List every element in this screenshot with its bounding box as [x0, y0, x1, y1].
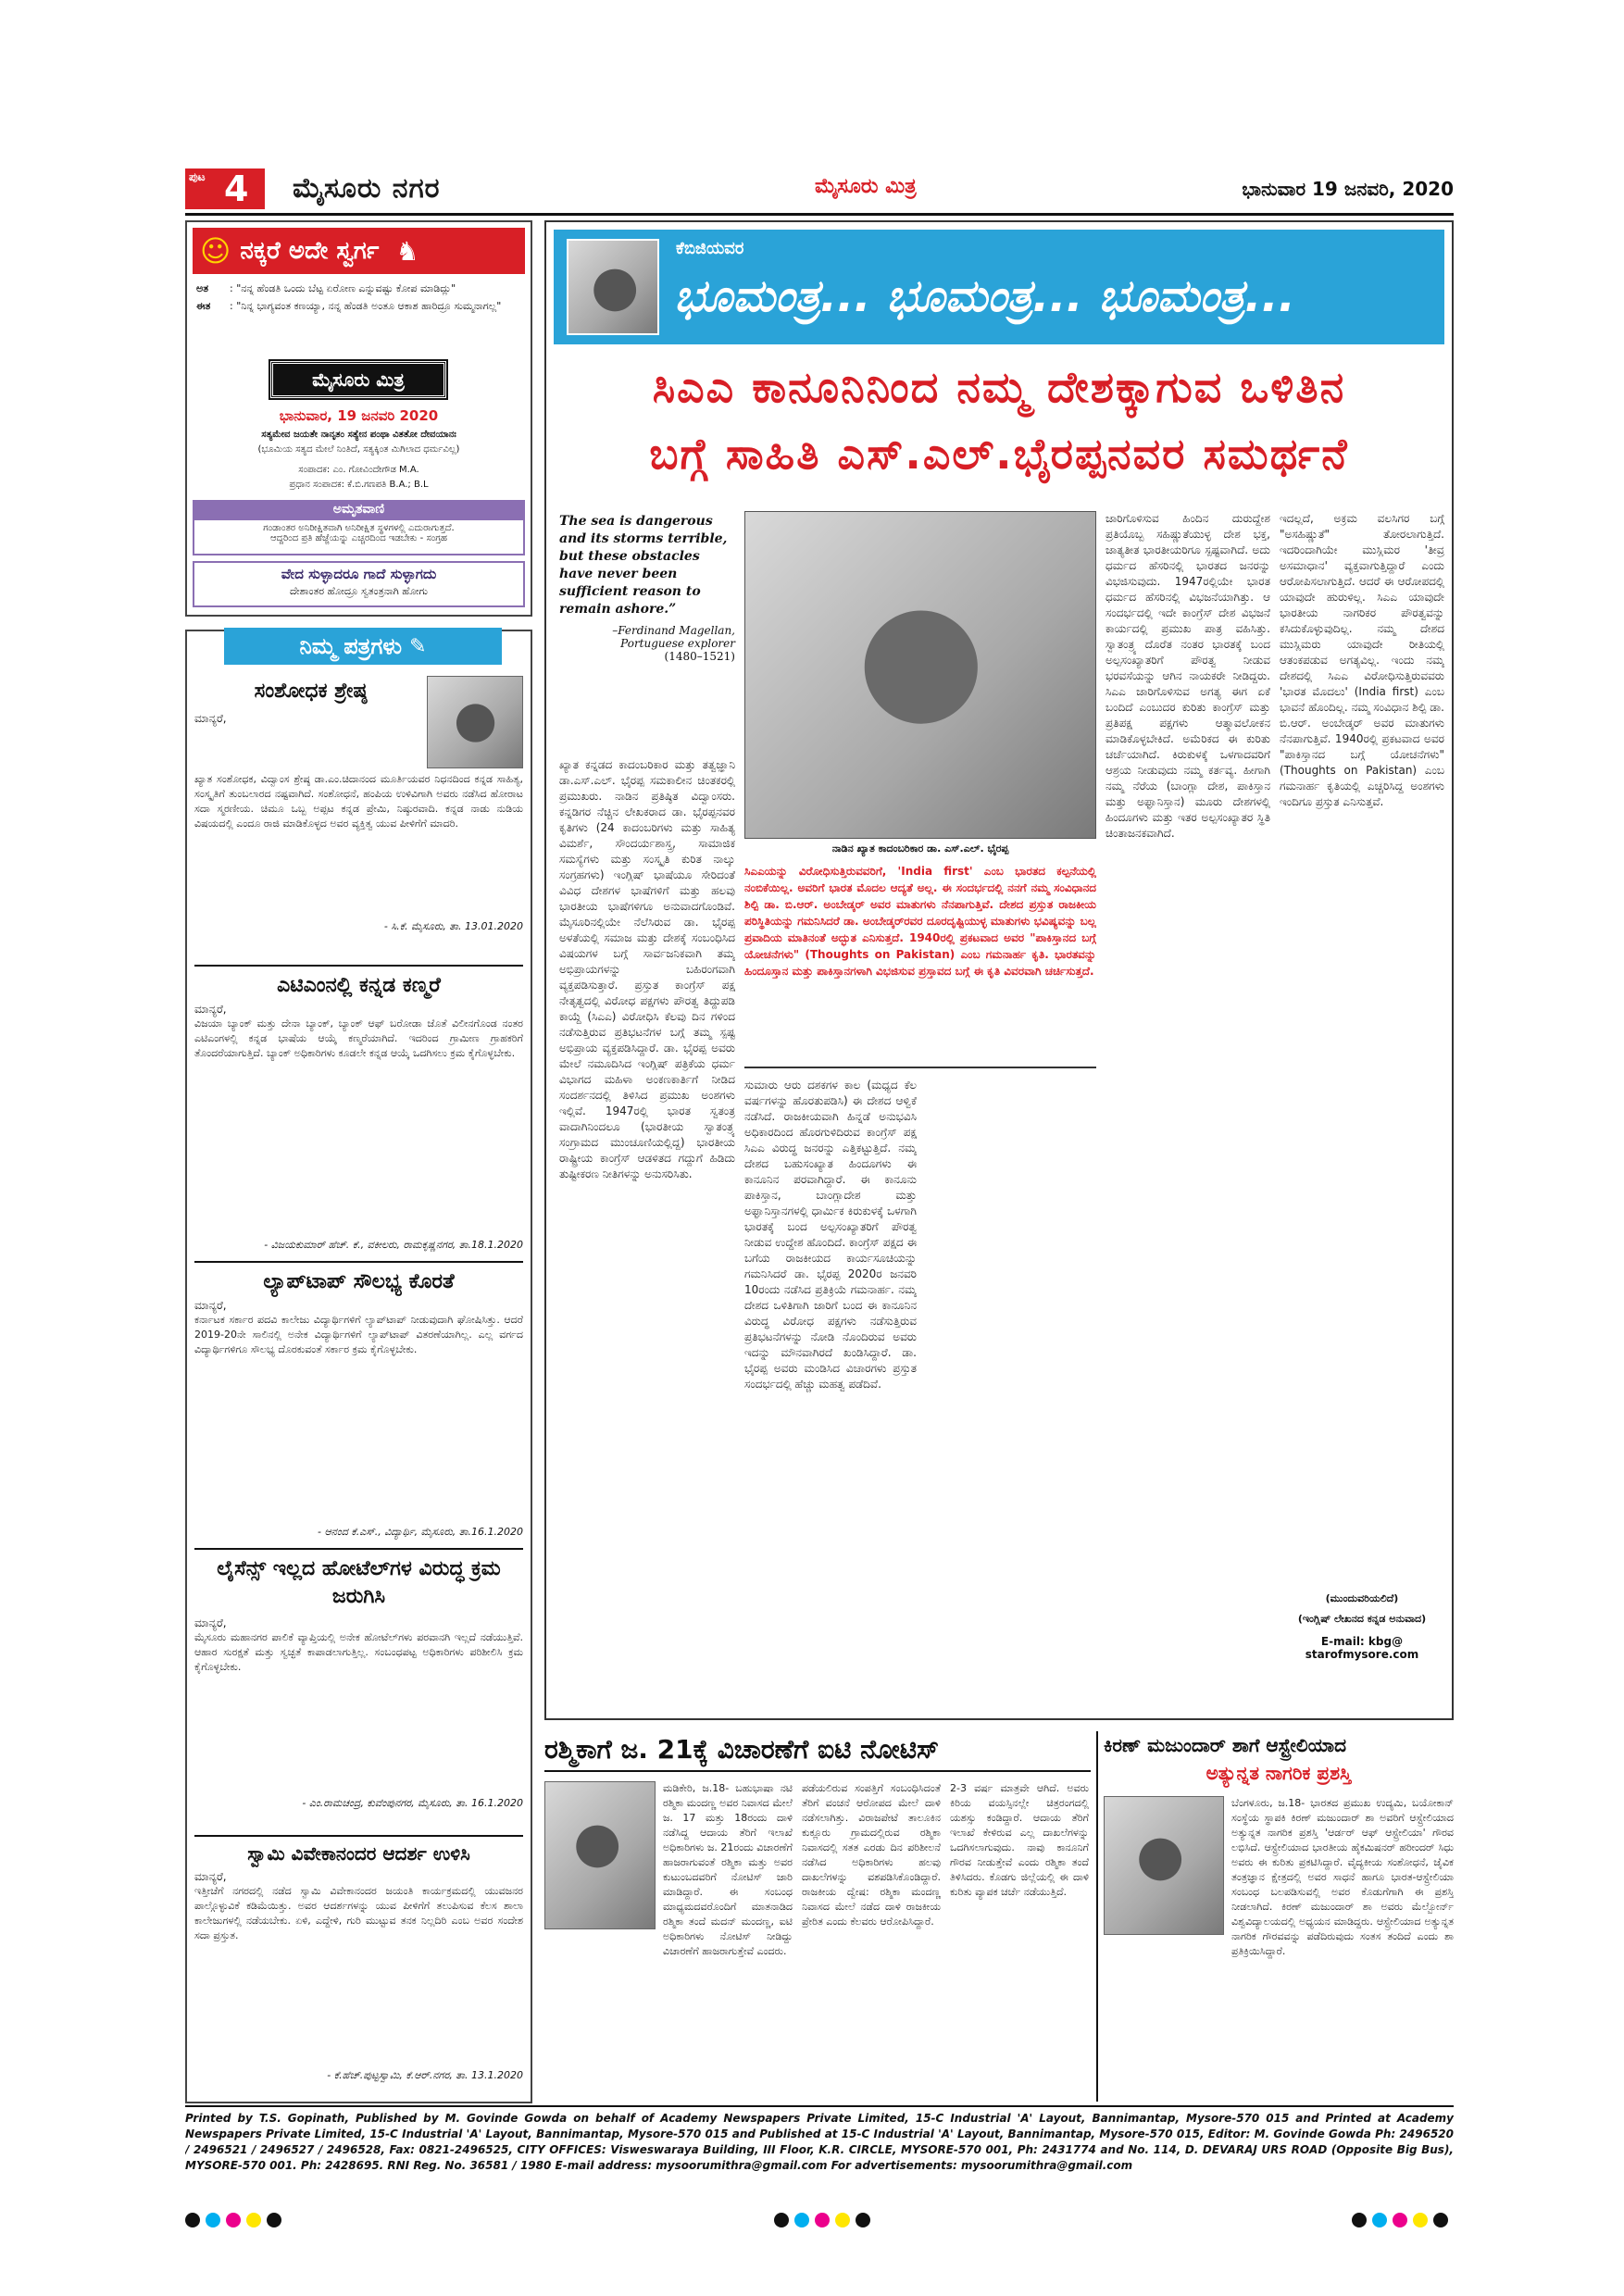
letter-3-title: ಲ್ಯಾಪ್‌ಟಾಪ್ ಸೌಲಭ್ಯ ಕೊರತೆ — [263, 1270, 455, 1293]
letter-1 — [194, 676, 523, 939]
mast-motto-2: (ಭೂಮಿಯ ಸತ್ಯದ ಮೇಲೆ ನಿಂತಿದೆ, ಸತ್ಯಕ್ಕಿಂತ ಮಿಗಿಲಾದ ಧರ್ಮವಿಲ್ಲ) — [257, 444, 460, 455]
imprint: Printed by T.S. Gopinath, Published by M. Govinde Gowda on behalf of Academy Newspapers Private Limited, 15-C Industrial 'A' Layout, Bannimantap, Mysore-570 015 and Printed at Academy Newspapers Private Limited, 15-C Industrial 'A' Layout, Bannimantap, Mysore-570 015 and Published at 15-C Industrial 'A' Layout, Bannimantap, Mysore-570 015, Editor: M. Govinde Gowda Ph: 2496520 / 2496521 / 2496527 / 2496528, Fax: 0821-2496525, CITY OFFICES: Visweswaraya Building, III Floor, K.R. CIRCLE, MYSORE-570 001, Ph: 2431774 and No. 114, D. DEVARAJ URS ROAD (Opposite Big Bus), MYSORE-570 001. Ph: 2428695. RNI Reg. No. 36581 / 1980 E-mail address: mysoorumithra@gmail.com For advertisements: mysoorumithra@gmail.com — [185, 2112, 1454, 2172]
amrutavani-text-1: ಗಂಡಾಂತರ ಅನಿರೀಕ್ಷಿತವಾಗಿ ಅನಿರೀಕ್ಷಿತ ಸ್ಥಳಗಳಲ್ಲಿ ಎದುರಾಗುತ್ತದೆ. — [263, 523, 455, 533]
cyan-dot — [206, 2213, 220, 2227]
divider — [194, 1548, 523, 1550]
news-1-body-2: ಪಡೆಯಲಿರುವ ಸಂಪತ್ತಿಗೆ ಸಂಬಂಧಿಸಿದಂತೆ ತೆರಿಗೆ ವಂಚನೆ ಆರೋಪದ ಮೇಲೆ ದಾಳಿ ನಡೆಸಲಾಗಿತ್ತು. ವಿರಾಜಪೇಟೆ ತಾಲೂಕಿನ ಕುಕ್ಲೂರು ಗ್ರಾಮದಲ್ಲಿರುವ ರಶ್ಮಿಕಾ ನಿವಾಸದಲ್ಲಿ ಸತತ ಎರಡು ದಿನ ಪರಿಶೀಲನೆ ನಡೆಸಿದ ಅಧಿಕಾರಿಗಳು ಹಲವು ದಾಖಲೆಗಳನ್ನು ವಶಪಡಿಸಿಕೊಂಡಿದ್ದಾರೆ. ರಾಜಕೀಯ ದ್ವೇಷ: ರಶ್ಮಿಕಾ ಮಂದಣ್ಣ ನಿವಾಸದ ಮೇಲೆ ನಡೆದ ದಾಳಿ ರಾಜಕೀಯ ಪ್ರೇರಿತ ಎಂದು ಕೆಲವರು ಆರೋಪಿಸಿದ್ದಾರೆ. — [802, 1782, 941, 1928]
registration-marks-left — [185, 2213, 287, 2231]
divider — [194, 1261, 523, 1263]
letter-4-salute: ಮಾನ್ಯರೆ, — [194, 1616, 227, 1629]
mast-motto-1: ಸತ್ಯಮೇವ ಜಯತೇ ನಾನೃತಂ ಸತ್ಯೇನ ಪಂಥಾ ವಿತತೋ ದೇವಯಾನಃ — [261, 430, 456, 440]
news-2-body: ಬೆಂಗಳೂರು, ಜ.18- ಭಾರತದ ಪ್ರಮುಖ ಉದ್ಯಮಿ, ಬಯೋಕಾನ್ ಸಂಸ್ಥೆಯ ಸ್ಥಾಪಕಿ ಕಿರಣ್ ಮಜುಂದಾರ್ ಶಾ ಅವರಿಗೆ ಆಸ್ಟ್ರೇಲಿಯಾದ ಅತ್ಯುನ್ನತ ನಾಗರಿಕ ಪ್ರಶಸ್ತಿ 'ಆರ್ಡರ್ ಆಫ್ ಆಸ್ಟ್ರೇಲಿಯಾ' ಗೌರವ ಲಭಿಸಿದೆ. ಆಸ್ಟ್ರೇಲಿಯಾದ ಭಾರತೀಯ ಹೈಕಮಿಷನರ್ ಹರೀಂದರ್ ಸಿಧು ಅವರು ಈ ಕುರಿತು ಪ್ರಕಟಿಸಿದ್ದಾರೆ. ವೈದ್ಯಕೀಯ ಸಂಶೋಧನೆ, ಜೈವಿಕ ತಂತ್ರಜ್ಞಾನ ಕ್ಷೇತ್ರದಲ್ಲಿ ಅವರ ಸಾಧನೆ ಹಾಗೂ ಭಾರತ-ಆಸ್ಟ್ರೇಲಿಯಾ ಸಂಬಂಧ ಬಲಪಡಿಸುವಲ್ಲಿ ಅವರ ಕೊಡುಗೆಗಾಗಿ ಈ ಪ್ರಶಸ್ತಿ ನೀಡಲಾಗಿದೆ. ಕಿರಣ್ ಮಜುಂದಾರ್ ಶಾ ಅವರು ಮೆಲ್ಬೋರ್ನ್ ವಿಶ್ವವಿದ್ಯಾಲಯದಲ್ಲಿ ಅಧ್ಯಯನ ಮಾಡಿದ್ದರು. ಆಸ್ಟ್ರೇಲಿಯಾದ ಅತ್ಯುನ್ನತ ನಾಗರಿಕ ಗೌರವವನ್ನು ಪಡೆದಿರುವುದು ಸಂತಸ ತಂದಿದೆ ಎಂದು ಶಾ ಪ್ರತಿಕ್ರಿಯಿಸಿದ್ದಾರೆ. — [1231, 1797, 1454, 1957]
pen-icon: ✎ — [409, 634, 427, 658]
letter-1-title: ಸಂಶೋಧಕ ಶ್ರೇಷ್ಠ — [254, 680, 368, 703]
black-dot — [1433, 2213, 1448, 2227]
article-col-4: ಇದಲ್ಲದೆ, ಅಕ್ರಮ ವಲಸಿಗರ ಬಗ್ಗೆ "ಅಸಹಿಷ್ಣುತೆ" ತೋರಲಾಗುತ್ತಿದೆ. ಇದರಿಂದಾಗಿಯೇ ಮುಸ್ಲಿಮರ 'ತೀವ್ರ ಅಸಮಾಧಾನ' ವ್ಯಕ್ತವಾಗುತ್ತಿದ್ದಾರೆ ಎಂದು ಆರೋಪಿಸಲಾಗುತ್ತಿದೆ. ಆದರೆ ಈ ಆರೋಪದಲ್ಲಿ ಯಾವುದೇ ಹುರುಳಿಲ್ಲ. ಸಿಎಎ ಯಾವುದೇ ಭಾರತೀಯ ನಾಗರಿಕರ ಪೌರತ್ವವನ್ನು ಕಸಿದುಕೊಳ್ಳುವುದಿಲ್ಲ. ನಮ್ಮ ದೇಶದ ಮುಸ್ಲಿಮರು ಯಾವುದೇ ರೀತಿಯಲ್ಲಿ ಆತಂಕಪಡುವ ಅಗತ್ಯವಿಲ್ಲ. ಇಂದು ನಮ್ಮ ದೇಶದಲ್ಲಿ ಸಿಎಎ ವಿರೋಧಿಸುತ್ತಿರುವವರು 'ಭಾರತ ಮೊದಲು' (India first) ಎಂಬ ಭಾವನೆ ಹೊಂದಿಲ್ಲ. ನಮ್ಮ ಸಂವಿಧಾನ ಶಿಲ್ಪಿ ಡಾ. ಬಿ.ಆರ್. ಅಂಬೇಡ್ಕರ್ ಅವರ ಮಾತುಗಳು ನೆನಪಾಗುತ್ತಿವೆ. 1940ರಲ್ಲಿ ಪ್ರಕಟವಾದ ಅವರ "ಪಾಕಿಸ್ತಾನದ ಬಗ್ಗೆ ಯೋಚನೆಗಳು" (Thoughts on Pakistan) ಎಂಬ ಗಮನಾರ್ಹ ಕೃತಿಯಲ್ಲಿ ಎಚ್ಚರಿಸಿದ್ದ ಅಂಶಗಳು ಇಂದಿಗೂ ಪ್ರಸ್ತುತ ಎನಿಸುತ್ತವೆ. — [1280, 512, 1444, 808]
joke-label-2: ಈತ — [196, 300, 211, 312]
person-silhouette-icon: ● — [856, 568, 986, 741]
mast-logo-box — [270, 361, 446, 398]
letter-5-salute: ಮಾನ್ಯರೆ, — [194, 1870, 227, 1883]
nakkare-box — [185, 220, 532, 617]
news-1-body-1: ಮಡಿಕೇರಿ, ಜ.18- ಬಹುಭಾಷಾ ನಟಿ ರಶ್ಮಿಕಾ ಮಂದಣ್ಣ ಅವರ ನಿವಾಸದ ಮೇಲೆ ಜ. 17 ಮತ್ತು 18ರಂದು ದಾಳಿ ನಡೆಸಿದ್ದ ಆದಾಯ ತೆರಿಗೆ ಇಲಾಖೆ ಅಧಿಕಾರಿಗಳು ಜ. 21ರಂದು ವಿಚಾರಣೆಗೆ ಹಾಜರಾಗುವಂತೆ ರಶ್ಮಿಕಾ ಮತ್ತು ಅವರ ಕುಟುಂಬದವರಿಗೆ ನೋಟಿಸ್ ಜಾರಿ ಮಾಡಿದ್ದಾರೆ. ಈ ಸಂಬಂಧ ಮಾಧ್ಯಮದವರೊಂದಿಗೆ ಮಾತನಾಡಿದ ರಶ್ಮಿಕಾ ತಂದೆ ಮದನ್ ಮಂದಣ್ಣ, ಐಟಿ ಅಧಿಕಾರಿಗಳು ನೋಟಿಸ್ ನೀಡಿದ್ದು ವಿಚಾರಣೆಗೆ ಹಾಜರಾಗುತ್ತೇವೆ ಎಂದರು. — [663, 1782, 793, 1957]
letter-1-portrait — [427, 676, 523, 768]
quote-box — [559, 513, 735, 744]
divider — [194, 1835, 523, 1837]
registration-marks-right — [1352, 2213, 1454, 2231]
person-silhouette-icon: ● — [573, 1810, 622, 1875]
page-number: 4 — [224, 168, 249, 209]
quote-years: (1480–1521) — [664, 650, 735, 663]
imprint-rule — [185, 2105, 1454, 2107]
letter-2-body: ವಿಜಯಾ ಬ್ಯಾಂಕ್ ಮತ್ತು ದೇನಾ ಬ್ಯಾಂಕ್, ಬ್ಯಾಂಕ್ ಆಫ್ ಬರೋಡಾ ಜೊತೆ ವಿಲೀನಗೊಂಡ ನಂತರ ಎಟಿಎಂಗಳಲ್ಲಿ ಕನ್ನಡ ಭಾಷೆಯ ಆಯ್ಕೆ ಕಣ್ಮರೆಯಾಗಿದೆ. ಇದರಿಂದ ಗ್ರಾಮೀಣ ಗ್ರಾಹಕರಿಗೆ ತೊಂದರೆಯಾಗುತ್ತಿದೆ. ಬ್ಯಾಂಕ್ ಅಧಿಕಾರಿಗಳು ಕೂಡಲೇ ಕನ್ನಡ ಆಯ್ಕೆ ಒದಗಿಸಲು ಕ್ರಮ ಕೈಗೊಳ್ಳಬೇಕು. — [194, 1017, 523, 1059]
joke-line-1: : "ನನ್ನ ಹೆಂಡತಿ ಒಂದು ಬೆಟ್ಟ ಏರೋಣ ಎನ್ನುವಷ್ಟು ಕೋಪ ಮಾಡಿದ್ಲು" — [230, 282, 456, 294]
person-silhouette-icon: ● — [591, 254, 640, 318]
article-email-domain: starofmysore.com — [1305, 1648, 1419, 1661]
divider — [194, 965, 523, 967]
divider — [544, 1770, 1091, 1772]
letter-5 — [194, 1842, 523, 2088]
letter-3 — [194, 1270, 523, 1544]
article-highlight: ಸಿಎಎಯನ್ನು ವಿರೋಧಿಸುತ್ತಿರುವವರಿಗೆ, 'India first' ಎಂಬ ಭಾರತದ ಕಲ್ಪನೆಯಲ್ಲಿ ನಂಬಿಕೆಯಿಲ್ಲ. ಅವರಿಗೆ ಭಾರತ ಮೊದಲ ಆದ್ಯತೆ ಅಲ್ಲ. ಈ ಸಂದರ್ಭದಲ್ಲಿ ನನಗೆ ನಮ್ಮ ಸಂವಿಧಾನದ ಶಿಲ್ಪಿ ಡಾ. ಬಿ.ಆರ್. ಅಂಬೇಡ್ಕರ್ ಅವರ ಮಾತುಗಳು ನೆನಪಾಗುತ್ತಿವೆ. ದೇಶದ ಪ್ರಸ್ತುತ ರಾಜಕೀಯ ಪರಿಸ್ಥಿತಿಯನ್ನು ಗಮನಿಸಿದರೆ ಡಾ. ಅಂಬೇಡ್ಕರ್‌ರವರ ದೂರದೃಷ್ಟಿಯುಳ್ಳ ಮಾತುಗಳು ಭವಿಷ್ಯವನ್ನು ಬಲ್ಲ ಪ್ರವಾದಿಯ ಮಾತಿನಂತೆ ಅದ್ಭುತ ಎನಿಸುತ್ತದೆ. 1940ರಲ್ಲಿ ಪ್ರಕಟವಾದ ಅವರ "ಪಾಕಿಸ್ತಾನದ ಬಗ್ಗೆ ಯೋಚನೆಗಳು" (Thoughts on Pakistan) ಎಂಬ ಗಮನಾರ್ಹ ಕೃತಿ. ಭಾರತವನ್ನು ಹಿಂದೂಸ್ತಾನ ಮತ್ತು ಪಾಕಿಸ್ತಾನಗಳಾಗಿ ವಿಭಜಿಸುವ ಪ್ರಸ್ತಾವದ ಬಗ್ಗೆ ಈ ಕೃತಿ ವಿವರವಾಗಿ ಚರ್ಚಿಸುತ್ತದೆ. — [744, 863, 1096, 1068]
continued-note: (ಮುಂದುವರಿಯಲಿದೆ) — [1325, 1592, 1399, 1604]
nakkare-title: ನಕ್ಕರೆ ಅದೇ ಸ್ವರ್ಗ — [240, 236, 380, 265]
news-rashmika — [544, 1731, 1091, 2102]
quote-author: –Ferdinand Magellan, Portuguese explorer — [612, 624, 735, 650]
black-dot — [1352, 2213, 1367, 2227]
letter-3-body: ಕರ್ನಾಟಕ ಸರ್ಕಾರ ಪದವಿ ಕಾಲೇಜು ವಿದ್ಯಾರ್ಥಿಗಳಿಗೆ ಲ್ಯಾಪ್‌ಟಾಪ್ ನೀಡುವುದಾಗಿ ಘೋಷಿಸಿತ್ತು. ಆದರೆ 2019-20ನೇ ಸಾಲಿನಲ್ಲಿ ಅನೇಕ ವಿದ್ಯಾರ್ಥಿಗಳಿಗೆ ಲ್ಯಾಪ್‌ಟಾಪ್ ವಿತರಣೆಯಾಗಿಲ್ಲ. ಎಲ್ಲ ವರ್ಗದ ವಿದ್ಯಾರ್ಥಿಗಳಿಗೂ ಸೌಲಭ್ಯ ದೊರಕುವಂತೆ ಸರ್ಕಾರ ಕ್ರಮ ಕೈಗೊಳ್ಳಬೇಕು. — [194, 1314, 523, 1355]
letter-4 — [194, 1555, 523, 1816]
veda-box — [193, 561, 525, 607]
letter-5-title: ಸ್ವಾಮಿ ವಿವೇಕಾನಂದರ ಆದರ್ಶ ಉಳಿಸಿ — [247, 1842, 470, 1865]
veda-title: ವೇದ ಸುಳ್ಳಾದರೂ ಗಾದೆ ಸುಳ್ಳಾಗದು — [281, 566, 437, 582]
news-1-title: ರಶ್ಮಿಕಾಗೆ ಜ. 21ಕ್ಕೆ ವಿಚಾರಣೆಗೆ ಐಟಿ ನೋಟಿಸ್ — [544, 1734, 940, 1765]
nakkare-joke — [196, 281, 525, 313]
yellow-dot — [835, 2213, 850, 2227]
photo-caption: ನಾಡಿನ ಖ್ಯಾತ ಕಾದಂಬರಿಕಾರ ಡಾ. ಎಸ್.ಎಲ್. ಭೈರಪ್ಪ — [831, 842, 1009, 855]
news-kiran — [1104, 1731, 1454, 2102]
paper-logo-small: ಮೈಸೂರು ಮಿತ್ರ — [815, 174, 917, 198]
person-silhouette-icon: ● — [1136, 1823, 1185, 1888]
letter-2-title: ಎಟಿಎಂನಲ್ಲಿ ಕನ್ನಡ ಕಣ್ಮರೆ — [277, 974, 441, 997]
headline-line-2: ಬಗ್ಗೆ ಸಾಹಿತಿ ಎಸ್.ಎಲ್.ಭೈರಪ್ಪನವರ ಸಮರ್ಥನೆ — [649, 429, 1349, 479]
amrutavani-box — [193, 500, 525, 555]
amrutavani-text-2: ಆದ್ದರಿಂದ ಪ್ರತಿ ಹೆಜ್ಜೆಯನ್ನು ಎಚ್ಚರದಿಂದ ಇಡಬೇಕು - ಸಂಗ್ರಹ — [270, 533, 447, 543]
letter-4-body: ಮೈಸೂರು ಮಹಾನಗರ ಪಾಲಿಕೆ ವ್ಯಾಪ್ತಿಯಲ್ಲಿ ಅನೇಕ ಹೋಟೆಲ್‌ಗಳು ಪರವಾನಗಿ ಇಲ್ಲದೆ ನಡೆಯುತ್ತಿವೆ. ಆಹಾರ ಸುರಕ್ಷತೆ ಮತ್ತು ಸ್ವಚ್ಛತೆ ಕಾಪಾಡಲಾಗುತ್ತಿಲ್ಲ. ಸಂಬಂಧಪಟ್ಟ ಅಧಿಕಾರಿಗಳು ಪರಿಶೀಲಿಸಿ ಕ್ರಮ ಕೈಗೊಳ್ಳಬೇಕು. — [194, 1631, 523, 1673]
nakkare-banner — [193, 228, 525, 274]
laughing-face-icon: ☺ — [200, 233, 231, 268]
headline-line-1: ಸಿಎಎ ಕಾನೂನಿನಿಂದ ನಮ್ಮ ದೇಶಕ್ಕಾಗುವ ಒಳಿತಿನ — [652, 362, 1346, 412]
page-header — [185, 168, 1454, 209]
column-author: ಕೆಬಿಜಿಯವರ — [676, 239, 744, 258]
letters-section — [185, 630, 532, 2103]
mast-date: ಭಾನುವಾರ, 19 ಜನವರಿ 2020 — [279, 407, 439, 424]
registration-marks-center — [774, 2213, 876, 2231]
columnist-photo — [567, 239, 659, 335]
column-title: ಭೂಮಂತ್ರ... ಭೂಮಂತ್ರ... ಭೂಮಂತ್ರ... — [674, 270, 1295, 322]
news-1-body-3: 2-3 ವರ್ಷ ಮಾತ್ರವೇ ಆಗಿದೆ. ಅವರು ಕಿರಿಯ ವಯಸ್ಸಿನಲ್ಲೇ ಚಿತ್ರರಂಗದಲ್ಲಿ ಯಶಸ್ಸು ಕಂಡಿದ್ದಾರೆ. ಆದಾಯ ತೆರಿಗೆ ಇಲಾಖೆ ಕೇಳಿರುವ ಎಲ್ಲ ದಾಖಲೆಗಳನ್ನು ಒದಗಿಸಲಾಗುವುದು. ನಾವು ಕಾನೂನಿಗೆ ಗೌರವ ನೀಡುತ್ತೇವೆ ಎಂದು ರಶ್ಮಿಕಾ ತಂದೆ ತಿಳಿಸಿದರು. ಕೊಡಗು ಜಿಲ್ಲೆಯಲ್ಲಿ ಈ ದಾಳಿ ಕುರಿತು ವ್ಯಾಪಕ ಚರ್ಚೆ ನಡೆಯುತ್ತಿದೆ. — [950, 1782, 1089, 1898]
letter-4-title: ಲೈಸೆನ್ಸ್ ಇಲ್ಲದ ಹೋಟೆಲ್‌ಗಳ ವಿರುದ್ಧ ಕ್ರಮ ಜರುಗಿಸಿ — [217, 1557, 501, 1608]
black-dot — [856, 2213, 870, 2227]
black-dot — [774, 2213, 789, 2227]
magenta-dot — [226, 2213, 241, 2227]
article-col-1: ಖ್ಯಾತ ಕನ್ನಡದ ಕಾದಂಬರಿಕಾರ ಮತ್ತು ತತ್ವಜ್ಞಾನಿ ಡಾ.ಎಸ್.ಎಲ್. ಭೈರಪ್ಪ ಸಮಕಾಲೀನ ಚಿಂತಕರಲ್ಲಿ ಪ್ರಮುಖರು. ನಾಡಿನ ಪ್ರತಿಷ್ಠಿತ ವಿದ್ವಾಂಸರು. ಕನ್ನಡಿಗರ ನೆಚ್ಚಿನ ಲೇಖಕರಾದ ಡಾ. ಭೈರಪ್ಪನವರ ಕೃತಿಗಳು (24 ಕಾದಂಬರಿಗಳು ಮತ್ತು ಸಾಹಿತ್ಯ ವಿಮರ್ಶೆ, ಸೌಂದರ್ಯಶಾಸ್ತ್ರ, ಸಾಮಾಜಿಕ ಸಮಸ್ಯೆಗಳು ಮತ್ತು ಸಂಸ್ಕೃತಿ ಕುರಿತ ನಾಲ್ಕು ಸಂಗ್ರಹಗಳು) ಇಂಗ್ಲಿಷ್ ಭಾಷೆಯೂ ಸೇರಿದಂತೆ ವಿವಿಧ ದೇಶಗಳ ಭಾಷೆಗಳಿಗೆ ಮತ್ತು ಹಲವು ಭಾರತೀಯ ಭಾಷೆಗಳಿಗೂ ಅನುವಾದಗೊಂಡಿವೆ. ಮೈಸೂರಿನಲ್ಲಿಯೇ ನೆಲೆಸಿರುವ ಡಾ. ಭೈರಪ್ಪ ಅಳತೆಯಲ್ಲಿ ಸಮಾಜ ಮತ್ತು ದೇಶಕ್ಕೆ ಸಂಬಂಧಿಸಿದ ವಿಷಯಗಳ ಬಗ್ಗೆ ಸಾರ್ವಜನಿಕವಾಗಿ ತಮ್ಮ ಅಭಿಪ್ರಾಯಗಳನ್ನು ಬಹಿರಂಗವಾಗಿ ವ್ಯಕ್ತಪಡಿಸುತ್ತಾರೆ. ಪ್ರಸ್ತುತ ಕಾಂಗ್ರೆಸ್ ಪಕ್ಷ ನೇತೃತ್ವದಲ್ಲಿ ವಿರೋಧ ಪಕ್ಷಗಳು ಪೌರತ್ವ ತಿದ್ದುಪಡಿ ಕಾಯ್ದೆ (ಸಿಎಎ) ವಿರೋಧಿಸಿ ಕೆಲವು ದಿನ ಗಳಿಂದ ನಡೆಸುತ್ತಿರುವ ಪ್ರತಿಭಟನೆಗಳ ಬಗ್ಗೆ ತಮ್ಮ ಸ್ಪಷ್ಟ ಅಭಿಪ್ರಾಯ ವ್ಯಕ್ತಪಡಿಸಿದ್ದಾರೆ. ಡಾ. ಭೈರಪ್ಪ ಅವರು ಮೇಲೆ ನಮೂದಿಸಿದ ಇಂಗ್ಲಿಷ್ ಪತ್ರಿಕೆಯ ಧರ್ಮ ವಿಭಾಗದ ಮಹಿಳಾ ಅಂಕಣಕಾರ್ತಿಗೆ ನೀಡಿದ ಸಂದರ್ಶನದಲ್ಲಿ ತಿಳಿಸಿದ ಪ್ರಮುಖ ಅಂಶಗಳು ಇಲ್ಲಿವೆ. 1947ರಲ್ಲಿ ಭಾರತ ಸ್ವತಂತ್ರ ವಾದಾಗಿನಿಂದಲೂ (ಭಾರತೀಯ ಸ್ವಾತಂತ್ರ್ಯ ಸಂಗ್ರಾಮದ ಮುಂಚೂಣಿಯಲ್ಲಿದ್ದ) ಭಾರತೀಯ ರಾಷ್ಟ್ರೀಯ ಕಾಂಗ್ರೆಸ್ ಆಡಳಿತದ ಗದ್ದುಗೆ ಹಿಡಿದು ತುಷ್ಟೀಕರಣ ನೀತಿಗಳನ್ನು ಅನುಸರಿಸಿತು. — [559, 758, 735, 1180]
yellow-dot — [246, 2213, 261, 2227]
column-banner — [554, 230, 1444, 344]
author-photo — [744, 511, 1096, 839]
mast-chief-editor: ಪ್ರಧಾನ ಸಂಪಾದಕ: ಕೆ.ಬಿ.ಗಣಪತಿ B.A.; B.L — [289, 480, 429, 490]
letter-4-signature: - ಎಂ.ರಾಮಚಂದ್ರ, ಕುವೆಂಪುನಗರ, ಮೈಸೂರು, ತಾ. 16.1.2020 — [302, 1797, 523, 1809]
page-label: ಪುಟ — [189, 170, 206, 183]
yellow-dot — [1413, 2213, 1428, 2227]
header-rule — [185, 213, 1454, 216]
headline — [554, 354, 1444, 498]
letter-3-salute: ಮಾನ್ಯರೆ, — [194, 1299, 227, 1312]
letter-1-salute: ಮಾನ್ಯರೆ, — [194, 712, 227, 725]
article-col-2: ಸುಮಾರು ಆರು ದಶಕಗಳ ಕಾಲ (ಮಧ್ಯದ ಕೆಲ ವರ್ಷಗಳನ್ನು ಹೊರತುಪಡಿಸಿ) ಈ ದೇಶದ ಆಳ್ವಿಕೆ ನಡೆಸಿದೆ. ರಾಜಕೀಯವಾಗಿ ಹಿನ್ನಡೆ ಅನುಭವಿಸಿ ಅಧಿಕಾರದಿಂದ ಹೊರಗುಳಿದಿರುವ ಕಾಂಗ್ರೆಸ್ ಪಕ್ಷ ಸಿಎಎ ವಿರುದ್ಧ ಜನರನ್ನು ಎತ್ತಿಕಟ್ಟುತ್ತಿದೆ. ನಮ್ಮ ದೇಶದ ಬಹುಸಂಖ್ಯಾತ ಹಿಂದೂಗಳು ಈ ಕಾನೂನಿನ ಪರವಾಗಿದ್ದಾರೆ. ಈ ಕಾನೂನು ಪಾಕಿಸ್ತಾನ, ಬಾಂಗ್ಲಾದೇಶ ಮತ್ತು ಅಫ್ಘಾನಿಸ್ತಾನಗಳಲ್ಲಿ ಧಾರ್ಮಿಕ ಕಿರುಕುಳಕ್ಕೆ ಒಳಗಾಗಿ ಭಾರತಕ್ಕೆ ಬಂದ ಅಲ್ಪಸಂಖ್ಯಾತರಿಗೆ ಪೌರತ್ವ ನೀಡುವ ಉದ್ದೇಶ ಹೊಂದಿದೆ. ಕಾಂಗ್ರೆಸ್ ಪಕ್ಷದ ಈ ಬಗೆಯ ರಾಜಕೀಯದ ಕಾರ್ಯಸೂಚಿಯನ್ನು ಗಮನಿಸಿದರೆ ಡಾ. ಭೈರಪ್ಪ 2020ರ ಜನವರಿ 10ರಂದು ನಡೆಸಿದ ಪ್ರತಿಕ್ರಿಯೆ ಗಮನಾರ್ಹ. ನಮ್ಮ ದೇಶದ ಒಳಿತಿಗಾಗಿ ಜಾರಿಗೆ ಬಂದ ಈ ಕಾನೂನಿನ ವಿರುದ್ಧ ವಿರೋಧ ಪಕ್ಷಗಳು ನಡೆಸುತ್ತಿರುವ ಪ್ರತಿಭಟನೆಗಳನ್ನು ನೋಡಿ ನೊಂದಿರುವ ಅವರು ಇದನ್ನು ಮೌನವಾಗಿರದೆ ಖಂಡಿಸಿದ್ದಾರೆ. ಡಾ. ಭೈರಪ್ಪ ಅವರು ಮಂಡಿಸಿದ ವಿಚಾರಗಳು ಪ್ರಸ್ತುತ ಸಂದರ್ಭದಲ್ಲಿ ಹೆಚ್ಚು ಮಹತ್ವ ಪಡೆದಿವೆ. — [744, 1079, 917, 1391]
black-dot — [267, 2213, 281, 2227]
letter-5-body: ಇತ್ತೀಚೆಗೆ ನಗರದಲ್ಲಿ ನಡೆದ ಸ್ವಾಮಿ ವಿವೇಕಾನಂದರ ಜಯಂತಿ ಕಾರ್ಯಕ್ರಮದಲ್ಲಿ ಯುವಜನರ ಪಾಲ್ಗೊಳ್ಳುವಿಕೆ ಕಡಿಮೆಯಿತ್ತು. ಅವರ ಆದರ್ಶಗಳನ್ನು ಯುವ ಪೀಳಿಗೆಗೆ ತಲುಪಿಸುವ ಕೆಲಸ ಶಾಲಾ ಕಾಲೇಜುಗಳಲ್ಲಿ ನಡೆಯಬೇಕು. ಏಳಿ, ಎದ್ದೇಳಿ, ಗುರಿ ಮುಟ್ಟುವ ತನಕ ನಿಲ್ಲದಿರಿ ಎಂಬ ಅವರ ಸಂದೇಶ ಸದಾ ಪ್ರಸ್ತುತ. — [194, 1885, 523, 1941]
letter-1-signature: - ಸಿ.ಕೆ. ಮೈಸೂರು, ತಾ. 13.01.2020 — [383, 920, 523, 932]
kiran-photo — [1104, 1796, 1224, 1935]
cyan-dot — [1372, 2213, 1387, 2227]
article-email: E-mail: kbg@ — [1320, 1635, 1404, 1648]
black-dot — [185, 2213, 200, 2227]
joke-line-2: : "ನಿನ್ನ ಭಾಗ್ಯವಂತ ಕಣಯ್ಯಾ, ನನ್ನ ಹೆಂಡತಿ ಅಂತೂ ಆಕಾಶ ಹಾರಿದ್ರೂ ಸುಮ್ಮನಾಗಲ್ಲ" — [230, 300, 502, 312]
translation-note: (ಇಂಗ್ಲಿಷ್ ಲೇಖನದ ಕನ್ನಡ ಅನುವಾದ) — [1297, 1613, 1427, 1625]
news-2-title: ಕಿರಣ್ ಮಜುಂದಾರ್ ಶಾಗೆ ಆಸ್ಟ್ರೇಲಿಯಾದ — [1104, 1734, 1346, 1756]
header-date: ಭಾನುವಾರ 19 ಜನವರಿ, 2020 — [1242, 178, 1454, 200]
main-article-box — [544, 220, 1454, 1720]
news-2-subtitle: ಅತ್ಯುನ್ನತ ನಾಗರಿಕ ಪ್ರಶಸ್ತಿ — [1206, 1762, 1352, 1784]
person-silhouette-icon: ● — [454, 690, 498, 748]
article-ending — [1280, 1592, 1444, 1661]
magenta-dot — [1393, 2213, 1407, 2227]
section-title: ಮೈಸೂರು ನಗರ — [293, 172, 441, 205]
amrutavani-title: ಅಮೃತವಾಣಿ — [194, 502, 523, 520]
magenta-dot — [815, 2213, 830, 2227]
letter-2-signature: - ವಿಜಯಕುಮಾರ್ ಹೆಚ್. ಕೆ., ವಕೀಲರು, ರಾಮಕೃಷ್ಣನಗರ, ತಾ.18.1.2020 — [264, 1239, 523, 1251]
rashmika-photo — [544, 1781, 656, 1929]
mast-logo: ಮೈಸೂರು ಮಿತ್ರ — [312, 368, 405, 391]
article-col-3: ಜಾರಿಗೊಳಿಸುವ ಹಿಂದಿನ ದುರುದ್ದೇಶ ಪ್ರತಿಯೊಬ್ಬ ಸಹಿಷ್ಣುತೆಯುಳ್ಳ ದೇಶ ಭಕ್ತ, ಜಾತ್ಯತೀತ ಭಾರತೀಯರಿಗೂ ಸ್ಪಷ್ಟವಾಗಿದೆ. ಅದು ಧರ್ಮದ ಹೆಸರಿನಲ್ಲಿ ಭಾರತದ ಜನರನ್ನು ವಿಭಜಿಸುವುದು. 1947ರಲ್ಲಿಯೇ ಭಾರತ ಧರ್ಮದ ಹೆಸರಿನಲ್ಲಿ ವಿಭಜನೆಯಾಗಿತ್ತು. ಆ ಸಂದರ್ಭದಲ್ಲಿ ಇದೇ ಕಾಂಗ್ರೆಸ್ ದೇಶ ವಿಭಜನೆ ಕಾರ್ಯದಲ್ಲಿ ಪ್ರಮುಖ ಪಾತ್ರ ವಹಿಸಿತ್ತು. ಸ್ವಾತಂತ್ರ್ಯ ದೊರೆತ ನಂತರ ಭಾರತಕ್ಕೆ ಬಂದ ಅಲ್ಪಸಂಖ್ಯಾತರಿಗೆ ಪೌರತ್ವ ನೀಡುವ ಭರವಸೆಯನ್ನು ಆಗಿನ ನಾಯಕರೇ ನೀಡಿದ್ದರು. ಸಿಎಎ ಜಾರಿಗೊಳಿಸುವ ಅಗತ್ಯ ಈಗ ಏಕೆ ಬಂದಿದೆ ಎಂಬುದರ ಕುರಿತು ಕಾಂಗ್ರೆಸ್ ಮತ್ತು ಪ್ರತಿಪಕ್ಷ ಪಕ್ಷಗಳು ಆತ್ಮಾವಲೋಕನ ಮಾಡಿಕೊಳ್ಳಬೇಕಿದೆ. ಅಮೆರಿಕದ ಈ ಕುರಿತು ಚರ್ಚೆಯಾಗಿದೆ. ಕಿರುಕುಳಕ್ಕೆ ಒಳಗಾದವರಿಗೆ ಆಶ್ರಯ ನೀಡುವುದು ನಮ್ಮ ಕರ್ತವ್ಯ. ಹೀಗಾಗಿ ನಮ್ಮ ನೆರೆಯ (ಬಾಂಗ್ಲಾ ದೇಶ, ಪಾಕಿಸ್ತಾನ ಮತ್ತು ಅಫ್ಘಾನಿಸ್ತಾನ) ಮೂರು ದೇಶಗಳಲ್ಲಿ ಹಿಂದೂಗಳು ಮತ್ತು ಇತರ ಅಲ್ಪಸಂಖ್ಯಾತರ ಸ್ಥಿತಿ ಚಿಂತಾಜನಕವಾಗಿದೆ. — [1106, 512, 1270, 840]
cyan-dot — [794, 2213, 809, 2227]
letter-2 — [194, 974, 523, 1257]
letters-section-title: ನಿಮ್ಮ ಪತ್ರಗಳು — [299, 633, 403, 659]
letter-3-signature: - ಆನಂದ ಕೆ.ಎಸ್., ವಿದ್ಯಾರ್ಥಿ, ಮೈಸೂರು, ತಾ.16.1.2020 — [318, 1526, 523, 1538]
mast-editor: ಸಂಪಾದಕ: ಎಂ. ಗೋವಿಂದೇಗೌಡ M.A. — [298, 465, 419, 475]
vertical-divider — [1096, 1731, 1098, 2102]
veda-text: ದೇಶಾಂತರ ಹೋದ್ರೂ ಸ್ವತಂತ್ರನಾಗಿ ಹೋಗು — [289, 585, 428, 597]
letter-5-signature: - ಕೆ.ಹೆಚ್.ಪುಟ್ಟಸ್ವಾಮಿ, ಕೆ.ಆರ್.ನಗರ, ತಾ. 13.1.2020 — [327, 2069, 523, 2081]
cartoon-man-icon: ♞ — [395, 235, 419, 267]
joke-label-1: ಅತ — [196, 282, 209, 294]
article-col-2b — [924, 1078, 1096, 1713]
page-number-badge — [185, 168, 265, 209]
quote-text: The sea is dangerous and its storms terrible, but these obstacles have never been sufficient reason to remain ashore.” — [559, 514, 728, 617]
letter-2-salute: ಮಾನ್ಯರೆ, — [194, 1003, 227, 1016]
letter-1-body: ಖ್ಯಾತ ಸಂಶೋಧಕ, ವಿದ್ವಾಂಸ ಶ್ರೇಷ್ಠ ಡಾ.ಎಂ.ಚಿದಾನಂದ ಮೂರ್ತಿಯವರ ನಿಧನದಿಂದ ಕನ್ನಡ ಸಾಹಿತ್ಯ, ಸಂಸ್ಕೃತಿಗೆ ತುಂಬಲಾರದ ನಷ್ಟವಾಗಿದೆ. ಸಂಶೋಧನೆ, ಹಂಪಿಯ ಉಳಿವಿಗಾಗಿ ಅವರು ನಡೆಸಿದ ಹೋರಾಟ ಸದಾ ಸ್ಮರಣೀಯ. ಚಿಮೂ ಒಬ್ಬ ಅಪ್ಪಟ ಕನ್ನಡ ಪ್ರೇಮಿ, ನಿಷ್ಠುರವಾದಿ. ಕನ್ನಡ ನಾಡು ನುಡಿಯ ವಿಷಯದಲ್ಲಿ ಎಂದೂ ರಾಜಿ ಮಾಡಿಕೊಳ್ಳದ ಅವರ ವ್ಯಕ್ತಿತ್ವ ಯುವ ಪೀಳಿಗೆಗೆ ಮಾದರಿ. — [194, 773, 523, 830]
letters-banner — [224, 628, 502, 665]
